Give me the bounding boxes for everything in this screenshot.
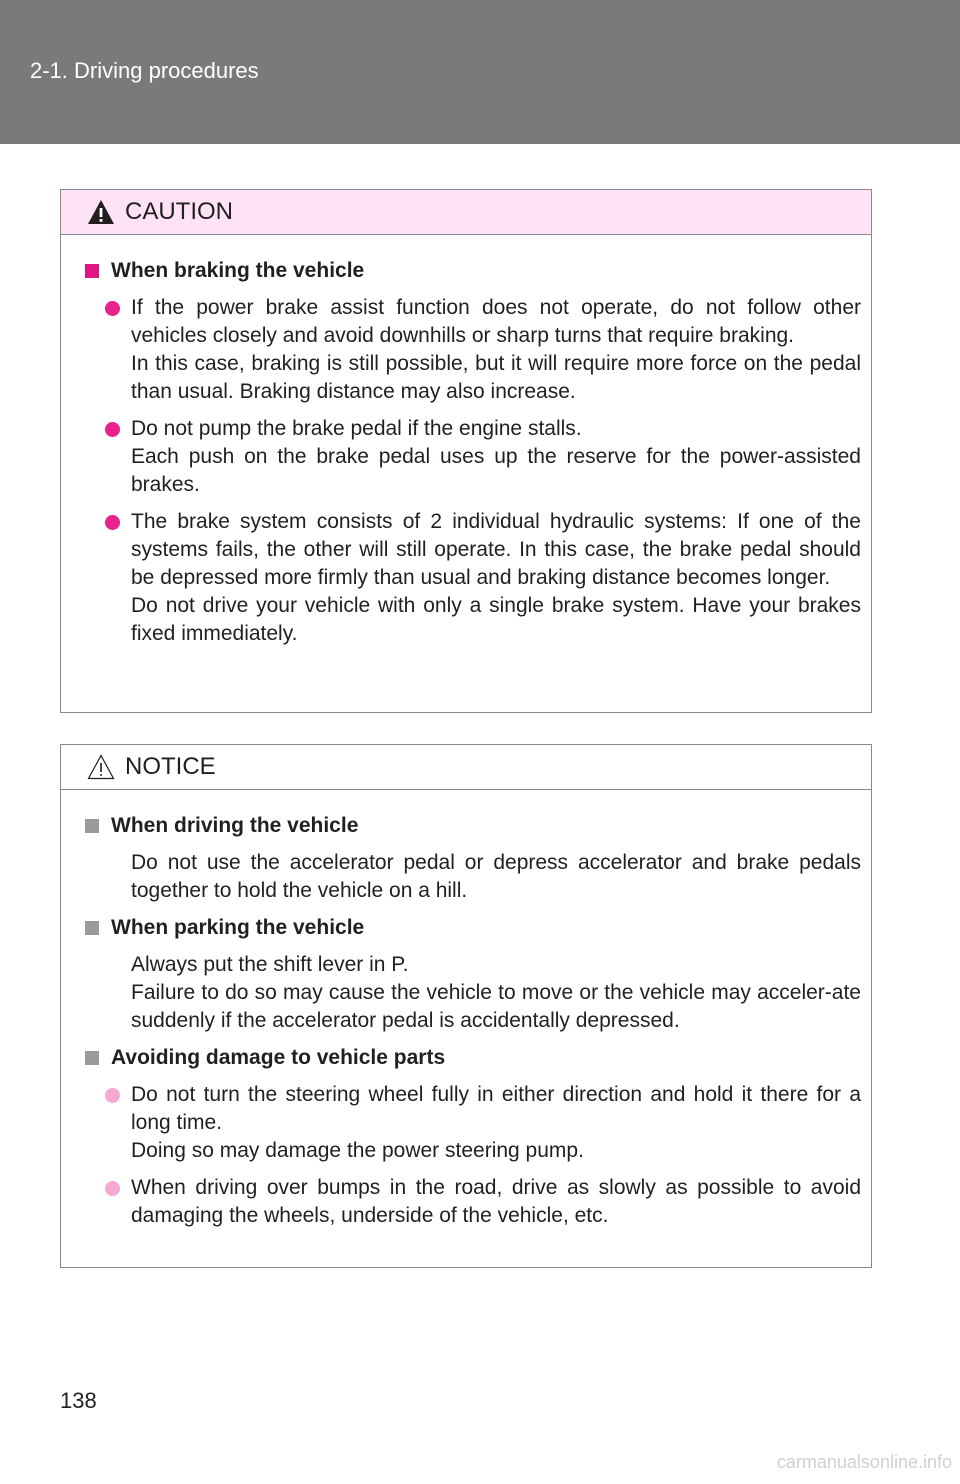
caution-header: [61, 190, 871, 235]
notice-section-damage: Avoiding damage to vehicle parts: [83, 1044, 861, 1072]
bullet-text: Do not drive your vehicle with only a single brake system. Have your brakes fixed immediately.: [131, 594, 861, 645]
caution-bullet-2: [83, 415, 861, 499]
warning-icon: [87, 199, 115, 225]
page-number: 138: [60, 1388, 97, 1413]
caution-bullet-3: [83, 508, 861, 648]
notice-box: [60, 744, 872, 1268]
paragraph-text: Failure to do so may cause the vehicle to move or the vehicle may acceler-ate suddenly if the accelerator pedal is accidentally depressed.: [131, 981, 861, 1032]
notice-paragraph: [83, 951, 861, 1035]
page-header: [0, 0, 960, 144]
paragraph-text: Do not use the accelerator pedal or depress accelerator and brake pedals together to hold the vehicle on a hill.: [131, 851, 861, 902]
caution-box: [60, 189, 872, 713]
notice-title: NOTICE: [125, 753, 216, 780]
caution-bullet-1: [83, 294, 861, 406]
notice-bullet-1: [83, 1081, 861, 1165]
paragraph-text: Always put the shift lever in P.: [131, 953, 409, 976]
bullet-text: When driving over bumps in the road, drive as slowly as possible to avoid damaging the wheels, underside of the vehicle, etc.: [131, 1176, 861, 1227]
bullet-text: Each push on the brake pedal uses up the reserve for the power-assisted brakes.: [131, 445, 861, 496]
notice-section-parking: When parking the vehicle: [83, 914, 861, 942]
bullet-text: The brake system consists of 2 individual hydraulic systems: If one of the systems fails, the other will still operate. In this case, the brake pedal should be depressed more firmly than usual and braking distance becomes longer.: [131, 510, 861, 589]
bullet-text: Doing so may damage the power steering pump.: [131, 1139, 584, 1162]
caution-title: CAUTION: [125, 198, 233, 225]
bullet-text: Do not turn the steering wheel fully in either direction and hold it there for a long time.: [131, 1083, 861, 1134]
bullet-text: Do not pump the brake pedal if the engine stalls.: [131, 417, 582, 440]
notice-warning-icon: [87, 754, 115, 780]
bullet-text: In this case, braking is still possible, but it will require more force on the pedal than usual. Braking distance may also increase.: [131, 352, 861, 403]
notice-section-driving: When driving the vehicle: [83, 812, 861, 840]
notice-bullet-2: [83, 1174, 861, 1230]
caution-section-title: When braking the vehicle: [83, 257, 861, 285]
watermark: carmanualsonline.info: [776, 1452, 952, 1472]
bullet-text: If the power brake assist function does not operate, do not follow other vehicles closely and avoid downhills or sharp turns that require braking.: [131, 296, 861, 347]
notice-paragraph: [83, 849, 861, 905]
notice-header: [61, 745, 871, 790]
section-heading: 2-1. Driving procedures: [30, 58, 259, 83]
